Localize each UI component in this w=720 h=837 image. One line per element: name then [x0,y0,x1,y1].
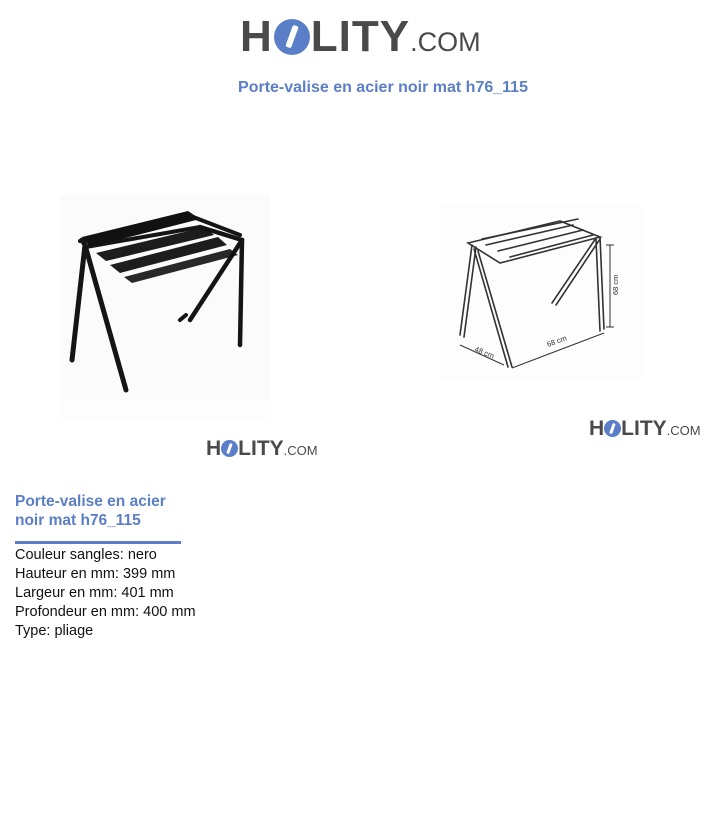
dimension-height-label: 68 cm [611,274,620,295]
logo-text-left: H [240,12,273,61]
logo-domain: .COM [283,443,318,458]
spec-depth: Profondeur en mm: 400 mm [15,604,196,620]
spec-strap-color: Couleur sangles: nero [15,547,157,563]
logo-o-mark-icon [221,440,238,457]
logo-text-right: LITY [310,12,411,61]
title-divider [15,541,181,544]
spec-height: Hauteur en mm: 399 mm [15,566,176,582]
photo-watermark-logo [206,437,318,461]
drawing-watermark-logo [589,417,701,441]
spec-width: Largeur en mm: 401 mm [15,585,174,601]
logo-text-right: LITY [238,437,284,460]
logo-domain: .COM [410,27,481,57]
logo-o-mark-icon [274,19,310,55]
holity-logo [240,12,481,62]
logo-domain: .COM [666,423,701,438]
spec-list [15,546,196,641]
logo-text-left: H [589,417,605,440]
page-title: Porte-valise en acier noir mat h76_115 [238,79,528,96]
logo-text-right: LITY [621,417,667,440]
dimension-width-label: 68 cm [545,333,568,349]
product-title: Porte-valise en acier noir mat h76_115 [15,493,166,529]
dimension-drawing [438,205,643,380]
logo-text-left: H [206,437,222,460]
product-photo [60,195,270,420]
logo-o-mark-icon [604,420,621,437]
dimension-depth-label: 48 cm [473,344,496,361]
spec-type: Type: pliage [15,623,94,639]
